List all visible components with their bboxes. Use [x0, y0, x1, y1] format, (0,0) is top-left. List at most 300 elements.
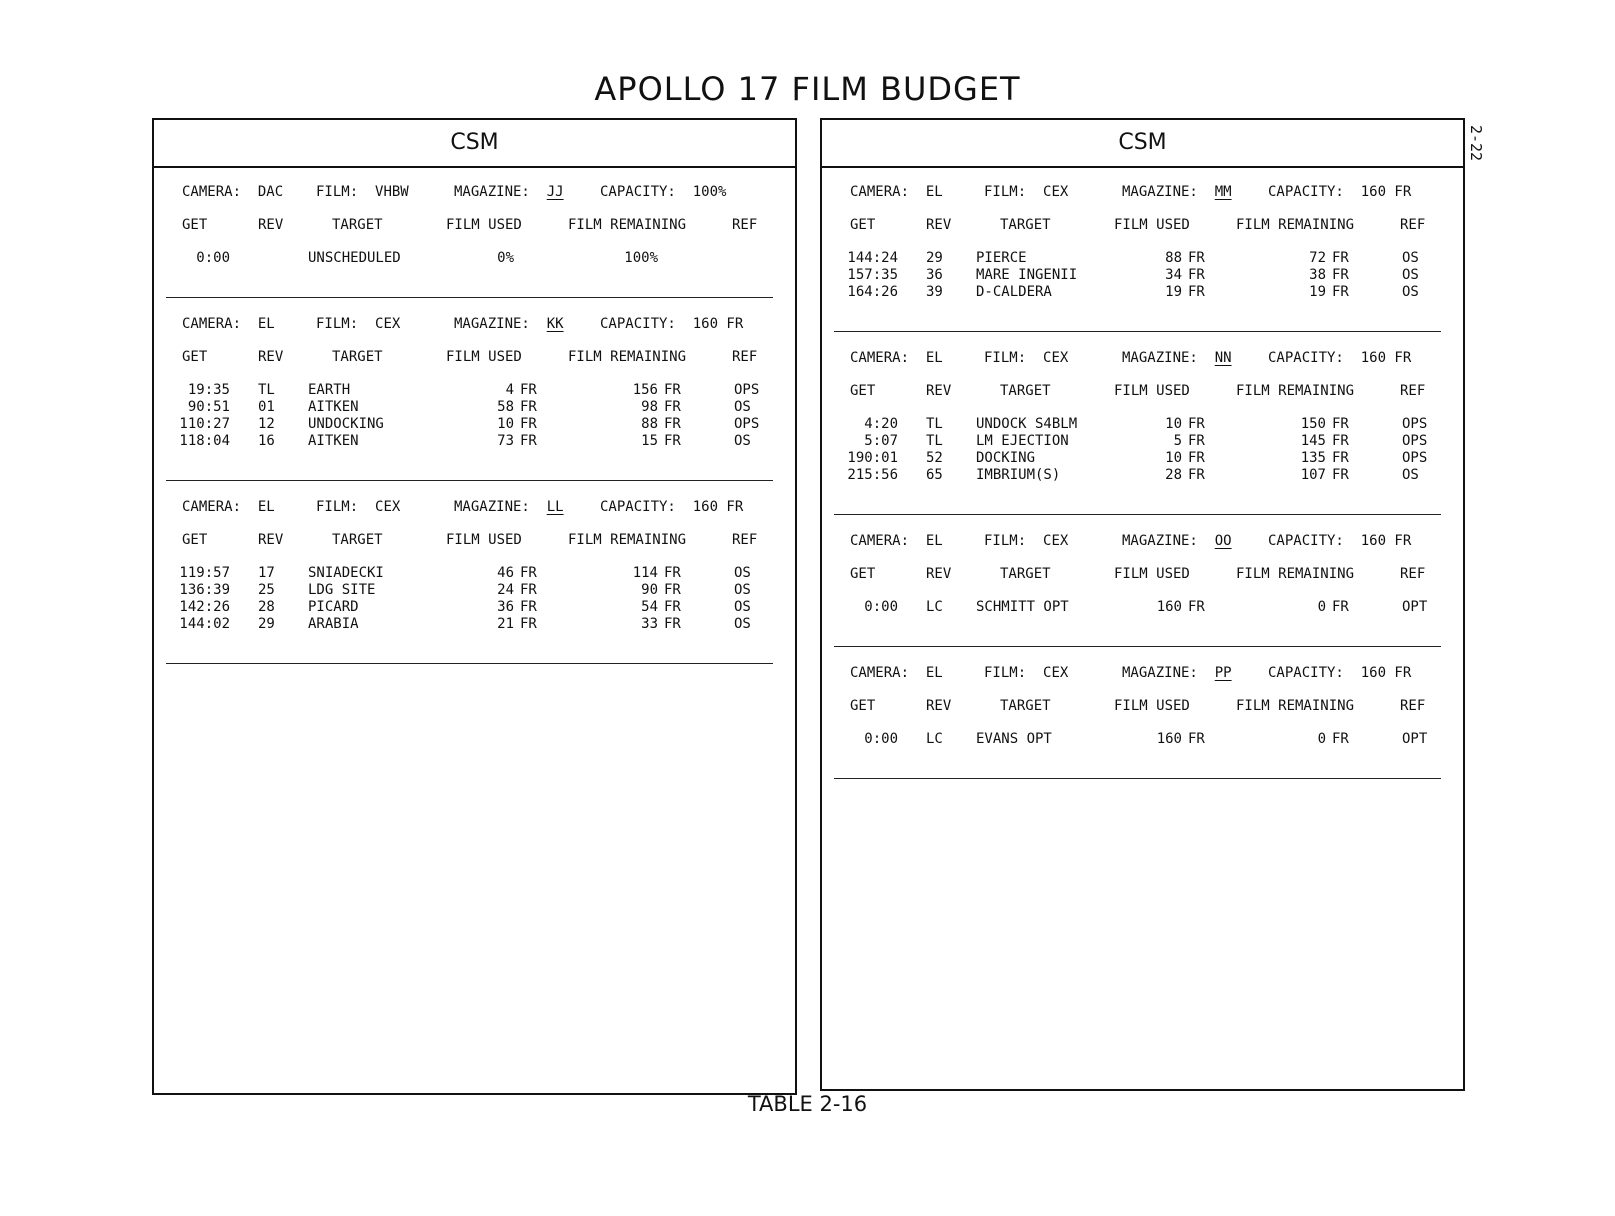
- magazine-label: MAGAZINE:: [1122, 533, 1198, 549]
- cell-rev: 01: [258, 399, 275, 415]
- cell-film-used-unit: FR: [1188, 599, 1205, 615]
- table-row: [834, 450, 1441, 467]
- capacity-field: [1268, 533, 1411, 550]
- column-header-get: GET: [182, 217, 208, 233]
- cell-ref: OS: [1402, 250, 1419, 266]
- cell-film-used-unit: FR: [1188, 284, 1205, 300]
- cell-film-remaining-unit: FR: [1332, 467, 1349, 483]
- film-label: FILM:: [316, 499, 359, 515]
- camera-value: EL: [257, 316, 275, 332]
- cell-ref: OS: [734, 599, 751, 615]
- magazine-value: PP: [1214, 665, 1232, 681]
- magazine-value: LL: [546, 499, 564, 515]
- table-row: [166, 582, 773, 599]
- magazine-field: [1122, 184, 1232, 201]
- cell-ref: OS: [734, 433, 751, 449]
- table-row: [834, 250, 1441, 267]
- cell-film-remaining-unit: FR: [1332, 731, 1349, 747]
- cell-film-remaining: 72: [1309, 250, 1326, 266]
- cell-get: 0:00: [196, 250, 230, 266]
- cell-rev: 29: [258, 616, 275, 632]
- cell-target: UNDOCKING: [308, 416, 384, 432]
- cell-film-remaining-unit: FR: [664, 416, 681, 432]
- magazine-label: MAGAZINE:: [454, 316, 530, 332]
- magazine-info-row: [834, 184, 1441, 201]
- column-header-get: GET: [850, 566, 876, 582]
- cell-film-used: 10: [1165, 450, 1182, 466]
- magazine-label: MAGAZINE:: [1122, 350, 1198, 366]
- cell-get: 144:02: [179, 616, 230, 632]
- cell-get: 0:00: [864, 599, 898, 615]
- cell-get: 215:56: [847, 467, 898, 483]
- cell-film-used-unit: FR: [1188, 467, 1205, 483]
- film-field: [984, 533, 1068, 550]
- column-header-film-used: FILM USED: [446, 532, 522, 548]
- capacity-label: CAPACITY:: [600, 184, 676, 200]
- column-header-target: TARGET: [1000, 566, 1051, 582]
- cell-ref: OS: [1402, 267, 1419, 283]
- cell-film-remaining: 0: [1317, 599, 1326, 615]
- cell-film-remaining: 145: [1300, 433, 1326, 449]
- column-header-row: [166, 532, 773, 549]
- capacity-field: [600, 499, 743, 516]
- column-header-ref: REF: [1400, 217, 1426, 233]
- cell-film-used: 160: [1156, 731, 1182, 747]
- cell-ref: OPS: [734, 382, 760, 398]
- cell-get: 164:26: [847, 284, 898, 300]
- camera-field: [182, 499, 275, 516]
- cell-target: LM EJECTION: [976, 433, 1069, 449]
- magazine-field: [1122, 350, 1232, 367]
- cell-rev: 52: [926, 450, 943, 466]
- column-header-row: [834, 566, 1441, 583]
- cell-get: 5:07: [864, 433, 898, 449]
- column-header-film-remaining: FILM REMAINING: [568, 217, 687, 233]
- cell-get: 142:26: [179, 599, 230, 615]
- magazine-info-row: [834, 350, 1441, 367]
- column-header-rev: REV: [258, 349, 284, 365]
- cell-film-used-unit: FR: [1188, 450, 1205, 466]
- cell-film-used: 160: [1156, 599, 1182, 615]
- cell-target: D-CALDERA: [976, 284, 1052, 300]
- capacity-label: CAPACITY:: [1268, 184, 1344, 200]
- column-header-ref: REF: [1400, 566, 1426, 582]
- cell-target: MARE INGENII: [976, 267, 1078, 283]
- magazine-section: [834, 533, 1441, 647]
- cell-film-used-unit: FR: [1188, 416, 1205, 432]
- column-header-rev: REV: [926, 383, 952, 399]
- magazine-field: [454, 499, 564, 516]
- cell-film-used: 10: [497, 416, 514, 432]
- capacity-field: [1268, 350, 1411, 367]
- cell-film-remaining: 33: [641, 616, 658, 632]
- cell-film-remaining: 15: [641, 433, 658, 449]
- section-divider: [166, 663, 773, 664]
- film-budget-panel-left: [152, 118, 797, 1095]
- cell-film-remaining-unit: FR: [664, 582, 681, 598]
- capacity-value: 160 FR: [1360, 350, 1412, 366]
- column-header-target: TARGET: [1000, 698, 1051, 714]
- camera-value: EL: [925, 533, 943, 549]
- capacity-label: CAPACITY:: [1268, 350, 1344, 366]
- cell-ref: OPS: [1402, 450, 1428, 466]
- cell-film-remaining-unit: FR: [664, 399, 681, 415]
- column-header-rev: REV: [258, 532, 284, 548]
- capacity-label: CAPACITY:: [600, 499, 676, 515]
- capacity-field: [600, 316, 743, 333]
- section-divider: [834, 778, 1441, 779]
- column-header-row: [834, 217, 1441, 234]
- capacity-label: CAPACITY:: [1268, 665, 1344, 681]
- column-header-ref: REF: [732, 349, 758, 365]
- cell-film-used: 24: [497, 582, 514, 598]
- cell-get: 136:39: [179, 582, 230, 598]
- cell-film-remaining: 135: [1300, 450, 1326, 466]
- cell-rev: LC: [926, 599, 943, 615]
- table-row: [834, 433, 1441, 450]
- cell-target: AITKEN: [308, 433, 359, 449]
- film-value: CEX: [375, 316, 401, 332]
- cell-target: EARTH: [308, 382, 351, 398]
- cell-film-used: 34: [1165, 267, 1182, 283]
- column-header-ref: REF: [732, 532, 758, 548]
- cell-film-used-unit: FR: [520, 582, 537, 598]
- film-field: [984, 350, 1068, 367]
- cell-film-remaining: 54: [641, 599, 658, 615]
- cell-film-used-unit: FR: [1188, 267, 1205, 283]
- film-value: CEX: [1043, 184, 1069, 200]
- cell-get: 4:20: [864, 416, 898, 432]
- cell-film-remaining: 150: [1300, 416, 1326, 432]
- cell-ref: OS: [734, 399, 751, 415]
- magazine-sections: [154, 184, 795, 664]
- column-header-rev: REV: [258, 217, 284, 233]
- magazine-info-row: [834, 533, 1441, 550]
- cell-target: UNDOCK S4BLM: [976, 416, 1078, 432]
- cell-film-remaining: 107: [1300, 467, 1326, 483]
- film-label: FILM:: [984, 533, 1027, 549]
- cell-film-remaining: 90: [641, 582, 658, 598]
- camera-label: CAMERA:: [850, 184, 910, 200]
- column-header-film-remaining: FILM REMAINING: [1236, 566, 1355, 582]
- capacity-value: 160 FR: [692, 316, 744, 332]
- film-label: FILM:: [316, 316, 359, 332]
- cell-film-used-unit: FR: [1188, 433, 1205, 449]
- camera-label: CAMERA:: [850, 665, 910, 681]
- column-header-row: [166, 349, 773, 366]
- column-header-get: GET: [182, 532, 208, 548]
- magazine-section: [834, 350, 1441, 515]
- camera-value: DAC: [257, 184, 284, 200]
- cell-rev: 29: [926, 250, 943, 266]
- cell-film-remaining: 114: [632, 565, 658, 581]
- capacity-label: CAPACITY:: [600, 316, 676, 332]
- column-header-target: TARGET: [332, 532, 383, 548]
- magazine-label: MAGAZINE:: [454, 499, 530, 515]
- magazine-info-row: [166, 499, 773, 516]
- table-row: [834, 416, 1441, 433]
- column-header-film-used: FILM USED: [1114, 698, 1190, 714]
- camera-field: [850, 184, 943, 201]
- cell-film-used-unit: FR: [1188, 250, 1205, 266]
- column-header-film-remaining: FILM REMAINING: [1236, 217, 1355, 233]
- cell-target: LDG SITE: [308, 582, 376, 598]
- magazine-section: [166, 316, 773, 481]
- cell-film-used-unit: FR: [520, 599, 537, 615]
- magazine-value: NN: [1214, 350, 1232, 366]
- table-row: [834, 731, 1441, 748]
- film-value: CEX: [1043, 350, 1069, 366]
- magazine-info-row: [166, 184, 773, 201]
- column-header-film-remaining: FILM REMAINING: [568, 349, 687, 365]
- cell-rev: TL: [926, 433, 943, 449]
- column-header-get: GET: [850, 698, 876, 714]
- magazine-info-row: [834, 665, 1441, 682]
- cell-rev: 36: [926, 267, 943, 283]
- magazine-field: [454, 316, 564, 333]
- film-field: [316, 184, 409, 201]
- column-header-get: GET: [850, 217, 876, 233]
- camera-label: CAMERA:: [182, 184, 242, 200]
- magazine-section: [166, 499, 773, 664]
- magazine-sections: [822, 184, 1463, 779]
- magazine-value: OO: [1214, 533, 1232, 549]
- cell-film-remaining-unit: FR: [664, 433, 681, 449]
- film-label: FILM:: [316, 184, 359, 200]
- column-header-target: TARGET: [1000, 217, 1051, 233]
- film-label: FILM:: [984, 665, 1027, 681]
- camera-field: [182, 316, 275, 333]
- magazine-info-row: [166, 316, 773, 333]
- film-field: [316, 316, 400, 333]
- cell-film-remaining: 156: [632, 382, 658, 398]
- table-row: [834, 599, 1441, 616]
- camera-value: EL: [257, 499, 275, 515]
- film-value: VHBW: [375, 184, 409, 200]
- cell-rev: 65: [926, 467, 943, 483]
- capacity-value: 160 FR: [692, 499, 744, 515]
- magazine-value: MM: [1214, 184, 1232, 200]
- cell-rev: 12: [258, 416, 275, 432]
- column-header-rev: REV: [926, 698, 952, 714]
- cell-ref: OS: [1402, 284, 1419, 300]
- magazine-label: MAGAZINE:: [1122, 184, 1198, 200]
- capacity-field: [1268, 665, 1411, 682]
- column-header-target: TARGET: [332, 217, 383, 233]
- cell-film-used-unit: FR: [1188, 731, 1205, 747]
- cell-film-remaining-unit: FR: [664, 382, 681, 398]
- cell-film-remaining-unit: FR: [1332, 450, 1349, 466]
- film-value: CEX: [375, 499, 401, 515]
- column-header-row: [834, 383, 1441, 400]
- film-value: CEX: [1043, 533, 1069, 549]
- cell-rev: 28: [258, 599, 275, 615]
- cell-target: AITKEN: [308, 399, 359, 415]
- table-row: [166, 399, 773, 416]
- cell-rev: 39: [926, 284, 943, 300]
- cell-ref: OPT: [1402, 731, 1428, 747]
- column-header-ref: REF: [1400, 383, 1426, 399]
- cell-rev: 25: [258, 582, 275, 598]
- cell-film-remaining-unit: FR: [1332, 433, 1349, 449]
- cell-get: 118:04: [179, 433, 230, 449]
- cell-get: 90:51: [187, 399, 230, 415]
- cell-film-used: 58: [497, 399, 514, 415]
- capacity-value: 160 FR: [1360, 665, 1412, 681]
- section-divider: [166, 480, 773, 481]
- cell-target: SNIADECKI: [308, 565, 384, 581]
- film-field: [316, 499, 400, 516]
- column-header-get: GET: [182, 349, 208, 365]
- cell-film-used: 21: [497, 616, 514, 632]
- capacity-value: 160 FR: [1360, 184, 1412, 200]
- cell-film-used-unit: FR: [520, 382, 537, 398]
- camera-value: EL: [925, 350, 943, 366]
- cell-get: 0:00: [864, 731, 898, 747]
- cell-film-used: 36: [497, 599, 514, 615]
- magazine-label: MAGAZINE:: [454, 184, 530, 200]
- cell-target: PIERCE: [976, 250, 1027, 266]
- cell-get: 19:35: [187, 382, 230, 398]
- cell-get: 157:35: [847, 267, 898, 283]
- cell-film-used: 4: [505, 382, 514, 398]
- cell-film-used: 73: [497, 433, 514, 449]
- cell-get: 110:27: [179, 416, 230, 432]
- camera-field: [850, 350, 943, 367]
- cell-film-remaining: 0: [1317, 731, 1326, 747]
- cell-film-used-unit: FR: [520, 416, 537, 432]
- cell-ref: OPS: [1402, 416, 1428, 432]
- cell-film-used: 5: [1173, 433, 1182, 449]
- camera-field: [182, 184, 283, 201]
- cell-film-used-unit: FR: [520, 399, 537, 415]
- cell-target: PICARD: [308, 599, 359, 615]
- table-row: [166, 250, 773, 267]
- cell-film-remaining-unit: FR: [1332, 267, 1349, 283]
- magazine-value: JJ: [546, 184, 564, 200]
- panel-header: CSM: [154, 120, 795, 168]
- column-header-film-remaining: FILM REMAINING: [568, 532, 687, 548]
- camera-label: CAMERA:: [850, 350, 910, 366]
- cell-film-remaining: 88: [641, 416, 658, 432]
- column-header-film-used: FILM USED: [1114, 383, 1190, 399]
- cell-film-remaining-unit: FR: [664, 616, 681, 632]
- magazine-section: [834, 184, 1441, 332]
- cell-film-remaining: 100%: [624, 250, 658, 266]
- cell-film-remaining: 98: [641, 399, 658, 415]
- document-title: APOLLO 17 FILM BUDGET: [594, 70, 1021, 108]
- column-header-film-used: FILM USED: [1114, 217, 1190, 233]
- column-header-row: [166, 217, 773, 234]
- cell-rev: 17: [258, 565, 275, 581]
- panel-header: CSM: [822, 120, 1463, 168]
- cell-film-used: 19: [1165, 284, 1182, 300]
- capacity-value: 160 FR: [1360, 533, 1412, 549]
- table-row: [834, 267, 1441, 284]
- cell-rev: LC: [926, 731, 943, 747]
- table-row: [166, 382, 773, 399]
- cell-target: EVANS OPT: [976, 731, 1052, 747]
- cell-ref: OPS: [1402, 433, 1428, 449]
- cell-get: 119:57: [179, 565, 230, 581]
- film-budget-panel-right: [820, 118, 1465, 1091]
- cell-target: DOCKING: [976, 450, 1036, 466]
- section-divider: [834, 514, 1441, 515]
- camera-field: [850, 665, 943, 682]
- cell-ref: OPS: [734, 416, 760, 432]
- camera-value: EL: [925, 184, 943, 200]
- cell-film-used: 88: [1165, 250, 1182, 266]
- section-divider: [166, 297, 773, 298]
- cell-film-used: 28: [1165, 467, 1182, 483]
- cell-get: 144:24: [847, 250, 898, 266]
- column-header-film-used: FILM USED: [446, 349, 522, 365]
- table-row: [166, 565, 773, 582]
- capacity-label: CAPACITY:: [1268, 533, 1344, 549]
- magazine-label: MAGAZINE:: [1122, 665, 1198, 681]
- film-field: [984, 184, 1068, 201]
- cell-film-used: 46: [497, 565, 514, 581]
- table-row: [834, 467, 1441, 484]
- cell-film-used-unit: FR: [520, 616, 537, 632]
- cell-ref: OS: [1402, 467, 1419, 483]
- cell-film-remaining: 19: [1309, 284, 1326, 300]
- cell-get: 190:01: [847, 450, 898, 466]
- column-header-target: TARGET: [1000, 383, 1051, 399]
- cell-film-used: 10: [1165, 416, 1182, 432]
- cell-ref: OS: [734, 582, 751, 598]
- column-header-film-used: FILM USED: [446, 217, 522, 233]
- column-header-rev: REV: [926, 217, 952, 233]
- camera-label: CAMERA:: [182, 316, 242, 332]
- cell-ref: OS: [734, 565, 751, 581]
- cell-rev: TL: [258, 382, 275, 398]
- cell-film-remaining-unit: FR: [1332, 284, 1349, 300]
- column-header-ref: REF: [732, 217, 758, 233]
- table-row: [166, 616, 773, 633]
- capacity-field: [1268, 184, 1411, 201]
- cell-ref: OS: [734, 616, 751, 632]
- cell-target: UNSCHEDULED: [308, 250, 401, 266]
- cell-film-used-unit: FR: [520, 433, 537, 449]
- column-header-film-remaining: FILM REMAINING: [1236, 698, 1355, 714]
- column-header-get: GET: [850, 383, 876, 399]
- cell-film-used: 0%: [497, 250, 514, 266]
- column-header-rev: REV: [926, 566, 952, 582]
- cell-rev: 16: [258, 433, 275, 449]
- magazine-field: [454, 184, 564, 201]
- column-header-film-remaining: FILM REMAINING: [1236, 383, 1355, 399]
- film-label: FILM:: [984, 350, 1027, 366]
- cell-target: SCHMITT OPT: [976, 599, 1069, 615]
- cell-film-remaining-unit: FR: [664, 565, 681, 581]
- cell-film-remaining-unit: FR: [664, 599, 681, 615]
- magazine-section: [166, 184, 773, 298]
- magazine-value: KK: [546, 316, 564, 332]
- cell-film-remaining-unit: FR: [1332, 599, 1349, 615]
- column-header-target: TARGET: [332, 349, 383, 365]
- column-header-ref: REF: [1400, 698, 1426, 714]
- column-header-row: [834, 698, 1441, 715]
- camera-field: [850, 533, 943, 550]
- table-row: [166, 416, 773, 433]
- table-row: [834, 284, 1441, 301]
- table-row: [166, 433, 773, 450]
- cell-rev: TL: [926, 416, 943, 432]
- camera-value: EL: [925, 665, 943, 681]
- cell-target: ARABIA: [308, 616, 359, 632]
- page-number: 2-22: [1467, 124, 1485, 162]
